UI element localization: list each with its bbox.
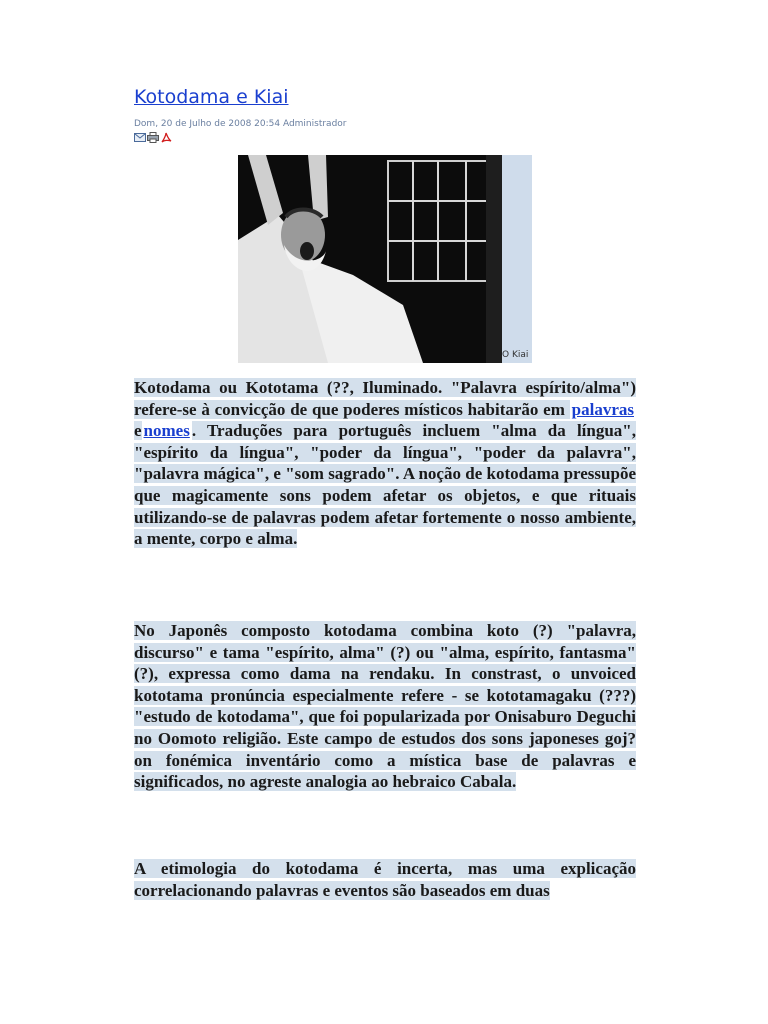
figure-caption: O Kiai: [502, 350, 529, 360]
paragraph-3-text: A etimologia do kotodama é incerta, mas uma explicação correlacionando palavras e eventos são baseados em duas: [134, 859, 636, 900]
link-palavras[interactable]: palavras: [571, 399, 634, 419]
link-nomes[interactable]: nomes: [143, 421, 190, 441]
kiai-photo: [238, 155, 502, 363]
kiai-photo-illustration: [238, 155, 502, 363]
paragraph-1-text-mid: e: [134, 421, 142, 441]
paragraph-1: [134, 377, 636, 550]
paragraph-2-text: No Japonês composto kotodama combina koto (?) "palavra, discurso" e tama "espírito, alma" (?) ou "alma, espírito, fantasma" (?), expressa como dama na rendaku. In constrast, o unvoiced kototama pronúncia especialmente refere - se kototamagaku (???) "estudo de kotodama", que foi popularizada por Onisaburo Deguchi no Oomoto religião. Este campo de estudos dos sons japoneses goj?on fonémica inventário como a mística base de palavras e significados, no agreste analogia ao hebraico Cabala.: [134, 621, 636, 792]
paragraph-1-text-start: Kotodama ou Kototama (??, Iluminado. "Palavra espírito/alma") refere-se à convicção de que poderes místicos habitarão em: [134, 378, 636, 419]
pdf-icon[interactable]: [160, 132, 172, 143]
paragraph-3: [134, 858, 636, 901]
article-title[interactable]: Kotodama e Kiai: [134, 86, 289, 108]
article-tools: [134, 132, 172, 143]
paragraph-2: [134, 620, 636, 793]
article-meta: Dom, 20 de Julho de 2008 20:54 Administrador: [134, 119, 347, 129]
paragraph-1-text-end: . Traduções para português incluem "alma da língua", "espírito da língua", "poder da língua", "poder da palavra", "palavra mágica", e "som sagrado". A noção de kotodama pressupõe que magicamente sons podem afetar os objetos, e que rituais utilizando-se de palavras podem afetar fortemente o nosso ambiente, a mente, corpo e alma.: [134, 421, 636, 549]
article-figure: [238, 155, 532, 363]
email-icon[interactable]: [134, 132, 146, 143]
print-icon[interactable]: [147, 132, 159, 143]
